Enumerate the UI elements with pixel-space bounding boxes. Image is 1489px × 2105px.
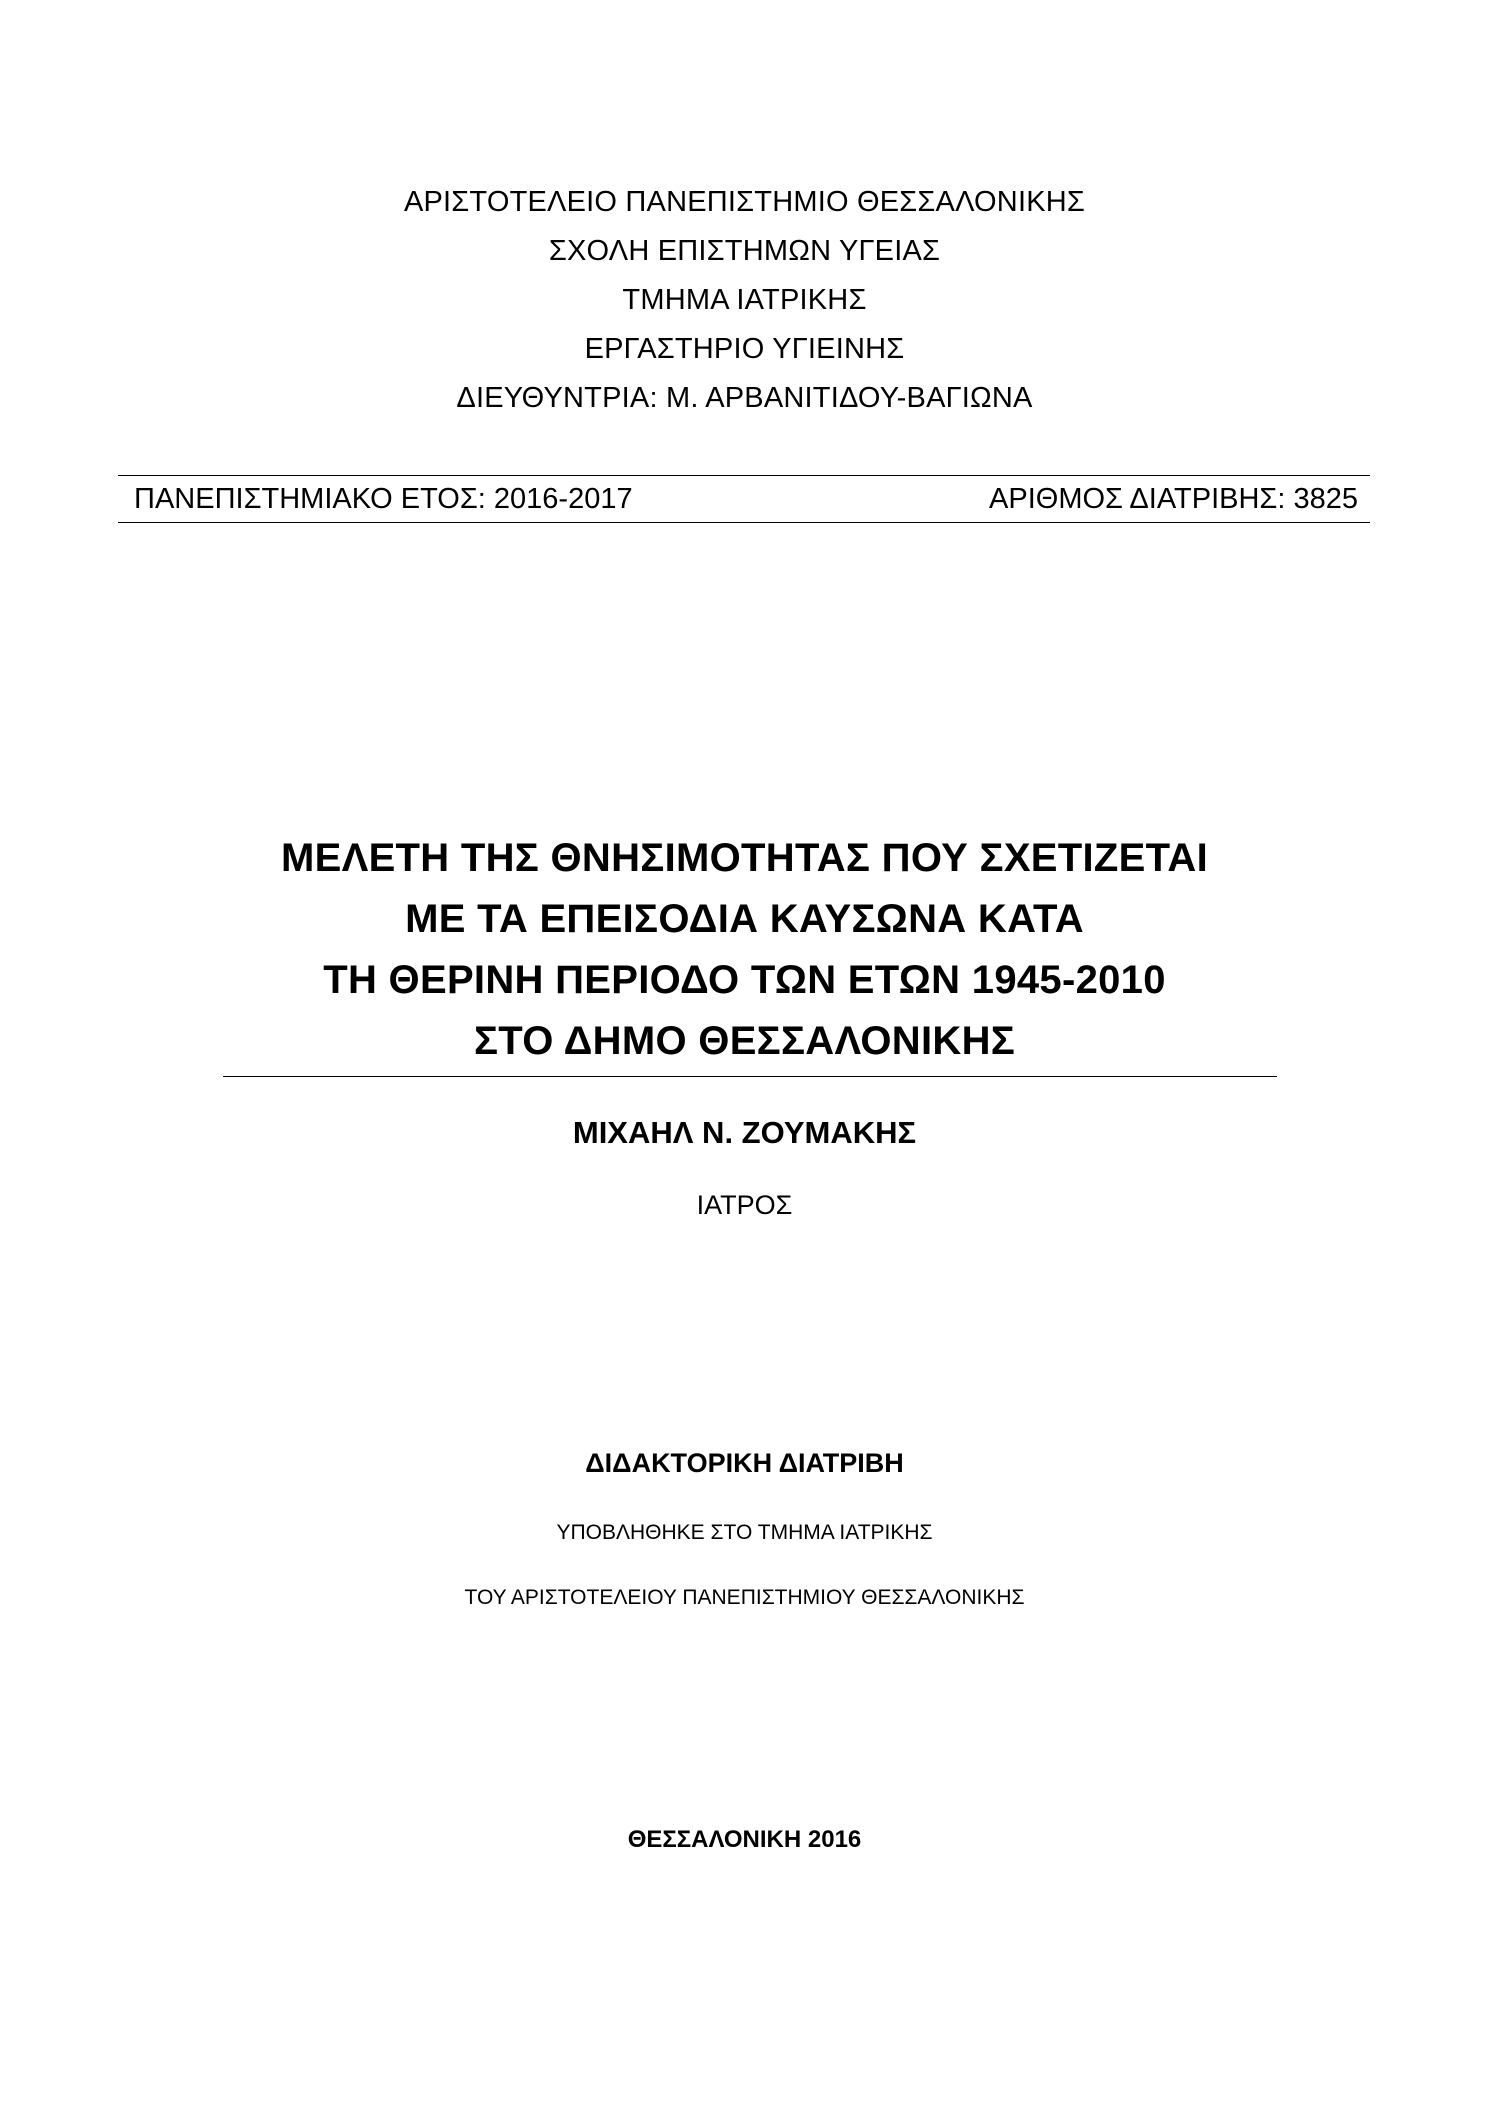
title-divider bbox=[223, 1076, 1277, 1077]
meta-row bbox=[118, 475, 1370, 523]
title-line-2: ΜΕ ΤΑ ΕΠΕΙΣΟΔΙΑ ΚΑΥΣΩΝΑ ΚΑΤΑ bbox=[405, 897, 1084, 941]
thesis-title bbox=[0, 828, 1489, 1072]
title-line-1: ΜΕΛΕΤΗ ΤΗΣ ΘΝΗΣΙΜΟΤΗΤΑΣ ΠΟΥ ΣΧΕΤΙΖΕΤΑΙ bbox=[280, 836, 1209, 880]
thesis-type: ΔΙΔΑΚΤΟΡΙΚΗ ΔΙΑΤΡΙΒΗ bbox=[585, 1448, 904, 1478]
author-profession: ΙΑΤΡΟΣ bbox=[696, 1190, 793, 1220]
institution-header bbox=[0, 178, 1489, 423]
author-name: ΜΙΧΑΗΛ Ν. ΖΟΥΜΑΚΗΣ bbox=[572, 1115, 917, 1150]
university-name: ΑΡΙΣΤΟΤΕΛΕΙΟ ΠΑΝΕΠΙΣΤΗΜΙΟ ΘΕΣΣΑΛΟΝΙΚΗΣ bbox=[403, 186, 1086, 218]
director-name: ΔΙΕΥΘΥΝΤΡΙΑ: Μ. ΑΡΒΑΝΙΤΙΔΟΥ-ΒΑΓΙΩΝΑ bbox=[456, 382, 1033, 414]
school-name: ΣΧΟΛΗ ΕΠΙΣΤΗΜΩΝ ΥΓΕΙΑΣ bbox=[548, 235, 941, 267]
laboratory-name: ΕΡΓΑΣΤΗΡΙΟ ΥΓΙΕΙΝΗΣ bbox=[584, 333, 905, 365]
department-name: ΤΜΗΜΑ ΙΑΤΡΙΚΗΣ bbox=[622, 284, 867, 316]
thesis-number: ΑΡΙΘΜΟΣ ΔΙΑΤΡΙΒΗΣ: 3825 bbox=[989, 483, 1358, 515]
submitted-line-2: ΤΟΥ ΑΡΙΣΤΟΤΕΛΕΙΟΥ ΠΑΝΕΠΙΣΤΗΜΙΟΥ ΘΕΣΣΑΛΟΝΙΚΗΣ bbox=[464, 1586, 1025, 1609]
title-line-4: ΣΤΟ ΔΗΜΟ ΘΕΣΣΑΛΟΝΙΚΗΣ bbox=[473, 1019, 1016, 1063]
submitted-line-1: ΥΠΟΒΛΗΘΗΚΕ ΣΤΟ ΤΜΗΜΑ ΙΑΤΡΙΚΗΣ bbox=[556, 1521, 933, 1544]
title-line-3: ΤΗ ΘΕΡΙΝΗ ΠΕΡΙΟΔΟ ΤΩΝ ΕΤΩΝ 1945-2010 bbox=[323, 958, 1166, 1002]
academic-year: ΠΑΝΕΠΙΣΤΗΜΙΑΚΟ ΕΤΟΣ: 2016-2017 bbox=[134, 483, 633, 515]
place-and-year: ΘΕΣΣΑΛΟΝΙΚΗ 2016 bbox=[627, 1826, 862, 1853]
